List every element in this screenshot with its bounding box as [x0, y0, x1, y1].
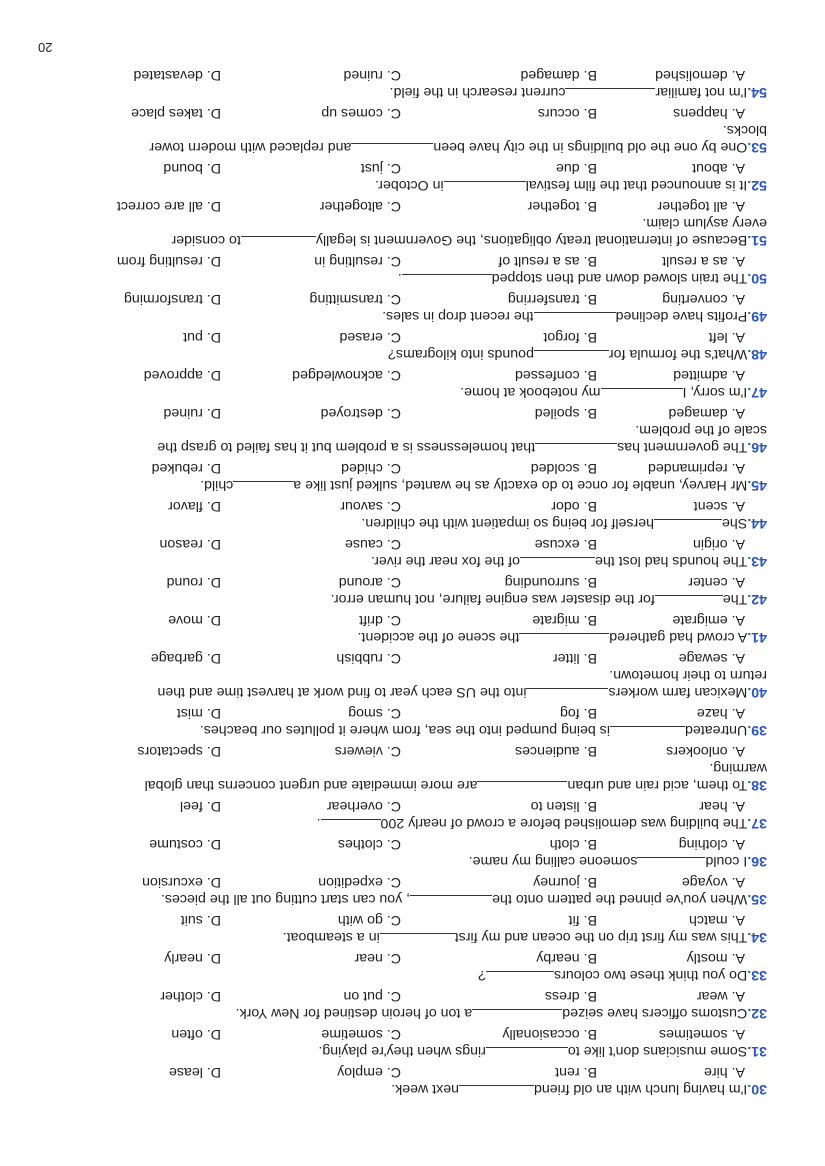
option-a: A. sometimes — [659, 1026, 745, 1042]
question-number: 47. — [747, 384, 767, 400]
answer-options — [55, 611, 767, 628]
option-a: A. converting — [662, 291, 745, 307]
option-c: C. clothes — [337, 836, 401, 852]
question-stem — [55, 83, 767, 101]
option-a: A. left — [708, 329, 745, 345]
option-b: B. rent — [555, 1064, 597, 1080]
question-text-continuation: return to their hometown. — [609, 667, 767, 683]
option-d: D. flavor — [168, 498, 221, 514]
question-stem — [55, 759, 767, 794]
option-c: C. just — [360, 160, 401, 176]
option-d: D. suit — [180, 912, 221, 928]
question-number: 38. — [747, 777, 767, 793]
option-b: B. listen to — [530, 798, 597, 814]
question-text-after-blank: are more immediate and urgent concerns than global — [144, 777, 478, 793]
question-stem — [55, 628, 767, 646]
question-number: 43. — [747, 553, 767, 569]
question-stem — [55, 814, 767, 832]
question-number: 50. — [747, 270, 767, 286]
answer-options — [55, 835, 767, 852]
question-stem — [55, 966, 767, 984]
answer-options — [55, 197, 767, 214]
option-a: A. haze — [696, 705, 745, 721]
option-a: A. about — [692, 160, 745, 176]
option-d: D. excursion — [142, 874, 221, 890]
option-b: B. spoiled — [534, 405, 597, 421]
option-d: D. move — [168, 612, 221, 628]
option-a: A. damaged — [668, 405, 745, 421]
answer-options — [55, 911, 767, 928]
answer-options — [55, 573, 767, 590]
option-a: A. clothing — [678, 836, 745, 852]
option-d: D. all are correct — [116, 198, 221, 214]
option-d: D. devastated — [133, 67, 221, 83]
question-text-after-blank: current research in the field. — [389, 84, 566, 100]
question-stem — [55, 666, 767, 701]
option-c: C. go with — [337, 912, 401, 928]
question-text-before-blank: Do you think these two colours — [554, 967, 748, 983]
option-d: D. often — [171, 1026, 221, 1042]
answer-options — [55, 535, 767, 552]
question-text-before-blank: Customs officers have seized — [562, 1005, 748, 1021]
question-text-after-blank: the recent drop in sales. — [382, 308, 534, 324]
question-number: 53. — [747, 139, 767, 155]
answer-blank — [535, 443, 617, 456]
option-c: C. drift — [359, 612, 401, 628]
answer-options — [55, 459, 767, 476]
option-a: A. wear — [696, 988, 745, 1004]
question-text-before-blank: Untreated — [684, 722, 748, 738]
option-a: A. onlookers — [666, 743, 745, 759]
answer-options — [55, 949, 767, 966]
option-c: C. near — [354, 950, 401, 966]
answer-blank — [241, 236, 316, 249]
question-number: 34. — [747, 929, 767, 945]
option-a: A. mostly — [686, 950, 745, 966]
question-number: 30. — [747, 1081, 767, 1097]
answer-blank — [380, 933, 455, 946]
question-stem — [55, 721, 767, 739]
question-stem — [55, 476, 767, 494]
question-number: 46. — [747, 439, 767, 455]
option-c: C. rubbish — [336, 650, 401, 666]
option-c: C. chided — [341, 460, 401, 476]
question-text-continuation: every asylum claim. — [642, 215, 767, 231]
answer-options — [55, 159, 767, 176]
option-b: B. forgot — [543, 329, 597, 345]
answer-blank — [565, 88, 655, 101]
option-b: B. litter — [552, 650, 597, 666]
question-number: 54. — [747, 84, 767, 100]
question-stem — [55, 176, 767, 194]
answer-options — [55, 290, 767, 307]
question-text-before-blank: Because of international treaty obligations, the Government is legally — [315, 232, 748, 248]
answer-blank — [402, 274, 492, 287]
question-text-after-blank: of the fox near the river. — [370, 553, 521, 569]
question-stem — [55, 421, 767, 456]
option-d: D. costume — [149, 836, 221, 852]
question-text-before-blank: The government has — [617, 439, 748, 455]
answer-blank — [527, 688, 609, 701]
option-a: A. as a result — [662, 253, 745, 269]
option-c: C. ruined — [343, 67, 401, 83]
question-number: 35. — [747, 891, 767, 907]
option-b: B. journey — [533, 874, 597, 890]
answer-options — [55, 1063, 767, 1080]
question-number: 37. — [747, 815, 767, 831]
question-stem — [55, 214, 767, 249]
question-text-after-blank: and replaced with modern tower — [149, 139, 352, 155]
answer-options — [55, 497, 767, 514]
question-number: 31. — [747, 1043, 767, 1059]
option-a: A. happens — [673, 105, 745, 121]
option-b: B. surrounding — [504, 574, 597, 590]
option-b: B. occurs — [537, 105, 597, 121]
option-d: D. reason — [159, 536, 221, 552]
option-c: C. expedition — [318, 874, 401, 890]
option-c: C. destroyed — [320, 405, 401, 421]
option-a: A. match — [689, 912, 745, 928]
question-stem — [55, 307, 767, 325]
option-b: B. audiences — [514, 743, 597, 759]
question-text-before-blank: This was my first trip on the ocean and my first — [454, 929, 748, 945]
question-text-before-blank: What's the formula for — [608, 346, 748, 362]
question-number: 48. — [747, 346, 767, 362]
option-c: C. resulting in — [314, 253, 401, 269]
answer-options — [55, 649, 767, 666]
question-text-before-blank: The hounds had lost the — [595, 553, 748, 569]
answer-options — [55, 873, 767, 890]
option-d: D. transforming — [124, 291, 221, 307]
question-text-after-blank: pounds into kilograms? — [388, 346, 534, 362]
answer-blank — [351, 143, 433, 156]
question-number: 36. — [747, 853, 767, 869]
answer-blank — [477, 781, 567, 794]
option-c: C. cause — [345, 536, 401, 552]
question-text-before-blank: To them, acid rain and urban — [567, 777, 748, 793]
answer-blank — [610, 726, 685, 739]
answer-blank — [486, 971, 554, 984]
question-number: 45. — [747, 477, 767, 493]
option-b: B. excuse — [534, 536, 597, 552]
answer-options — [55, 742, 767, 759]
option-b: B. nearby — [536, 950, 597, 966]
option-c: C. around — [338, 574, 401, 590]
question-text-after-blank: that homelessness is a problem but it has failed to grasp the — [157, 439, 536, 455]
option-c: C. employ — [337, 1064, 401, 1080]
question-stem — [55, 514, 767, 532]
question-text-before-blank: Mr Harvey, unable for once to do exactly as he wanted, sulked just like a — [293, 477, 748, 493]
question-stem — [55, 345, 767, 363]
question-text-before-blank: The building was demolished before a crowd of nearly 200 — [380, 815, 748, 831]
question-text-after-blank: in October. — [375, 177, 444, 193]
question-stem — [55, 1042, 767, 1060]
answer-blank — [637, 857, 705, 870]
question-number: 32. — [747, 1005, 767, 1021]
option-b: B. scolded — [530, 460, 597, 476]
option-a: A. demolished — [655, 67, 745, 83]
question-text-after-blank: ? — [478, 967, 487, 983]
option-b: B. dress — [544, 988, 597, 1004]
option-c: C. smog — [348, 705, 401, 721]
question-text-after-blank: someone calling my name. — [468, 853, 638, 869]
question-list — [55, 63, 767, 1098]
option-d: D. lease — [168, 1064, 221, 1080]
option-d: D. spectators — [137, 743, 221, 759]
question-stem — [55, 1080, 767, 1098]
question-number: 49. — [747, 308, 767, 324]
question-stem — [55, 383, 767, 401]
option-a: A. hire — [703, 1064, 745, 1080]
answer-blank — [534, 312, 616, 325]
option-d: D. approved — [143, 367, 221, 383]
answer-blank — [459, 1085, 534, 1098]
question-number: 51. — [747, 232, 767, 248]
answer-options — [55, 404, 767, 421]
question-text-after-blank: is being pumped into the sea, from where it pollutes our beaches. — [199, 722, 610, 738]
question-stem — [55, 1004, 767, 1022]
option-a: A. origin — [692, 536, 745, 552]
question-text-before-blank: I could — [705, 853, 748, 869]
option-b: B. odor — [551, 498, 597, 514]
question-number: 41. — [747, 629, 767, 645]
question-text-after-blank: to consider — [171, 232, 241, 248]
question-number: 39. — [747, 722, 767, 738]
page-number: 20 — [38, 40, 53, 55]
answer-blank — [472, 1009, 562, 1022]
answer-blank — [654, 519, 722, 532]
option-d: D. takes place — [131, 105, 221, 121]
question-number: 52. — [747, 177, 767, 193]
question-text-after-blank: rings when they're playing. — [318, 1043, 486, 1059]
option-a: A. voyage — [681, 874, 745, 890]
option-c: C. comes up — [321, 105, 401, 121]
answer-options — [55, 704, 767, 721]
option-a: A. admitted — [673, 367, 745, 383]
question-text-after-blank: in a steamboat. — [282, 929, 380, 945]
option-c: C. altogether — [319, 198, 401, 214]
question-text-after-blank: my notebook at home. — [460, 384, 601, 400]
question-text-before-blank: A crowd had gathered — [609, 629, 748, 645]
answer-blank — [321, 819, 381, 832]
question-stem — [55, 552, 767, 570]
option-a: A. hear — [699, 798, 745, 814]
answer-options — [55, 104, 767, 121]
option-c: C. viewers — [334, 743, 401, 759]
option-b: B. damaged — [520, 67, 597, 83]
option-c: C. transmitting — [309, 291, 401, 307]
question-text-after-blank: herself for being so impatient with the children. — [361, 515, 655, 531]
question-text-after-blank: . — [316, 815, 321, 831]
option-c: C. put on — [343, 988, 401, 1004]
option-c: C. acknowledged — [292, 367, 401, 383]
question-text-continuation: blocks. — [722, 122, 767, 138]
question-text-after-blank: the scene of the accident. — [357, 629, 520, 645]
option-a: A. all together — [657, 198, 745, 214]
option-b: B. migrate — [532, 612, 597, 628]
question-text-before-blank: The train slowed down and then stopped — [491, 270, 748, 286]
question-text-before-blank: One by one the old buildings in the city have been — [433, 139, 748, 155]
question-number: 42. — [747, 591, 767, 607]
answer-blank — [519, 633, 609, 646]
question-number: 33. — [747, 967, 767, 983]
answer-options — [55, 797, 767, 814]
answer-blank — [655, 595, 723, 608]
question-stem — [55, 269, 767, 287]
question-text-before-blank: It is announced that the film festival — [525, 177, 748, 193]
option-d: D. round — [166, 574, 221, 590]
option-a: A. reprimanded — [648, 460, 745, 476]
option-d: D. put — [183, 329, 221, 345]
question-text-after-blank: , you can start cutting out all the pieces. — [160, 891, 411, 907]
option-a: A. emigrate — [672, 612, 745, 628]
option-b: B. confessed — [514, 367, 597, 383]
question-stem — [55, 852, 767, 870]
question-text-before-blank: When you've pinned the pattern onto the — [492, 891, 748, 907]
option-d: D. resulting from — [116, 253, 221, 269]
question-text-after-blank: . — [397, 270, 402, 286]
option-d: D. ruined — [163, 405, 221, 421]
question-text-before-blank: I'm not familiar — [655, 84, 748, 100]
option-b: B. as a result of — [498, 253, 597, 269]
question-text-before-blank: Some musicians don't like to — [567, 1043, 748, 1059]
option-b: B. together — [527, 198, 597, 214]
option-d: D. rebuked — [151, 460, 221, 476]
answer-options — [55, 1025, 767, 1042]
option-b: B. cloth — [549, 836, 597, 852]
question-text-before-blank: She — [722, 515, 748, 531]
option-b: B. occasionally — [502, 1026, 597, 1042]
question-stem — [55, 590, 767, 608]
question-stem — [55, 890, 767, 908]
question-text-after-blank: next week. — [391, 1081, 459, 1097]
question-text-after-blank: a ton of heroin destined for New York. — [235, 1005, 473, 1021]
option-d: D. mist — [176, 705, 221, 721]
question-stem — [55, 928, 767, 946]
question-text-before-blank: Mexican farm workers — [608, 684, 748, 700]
answer-blank — [520, 557, 595, 570]
option-c: C. erased — [339, 329, 401, 345]
option-d: D. clother — [160, 988, 221, 1004]
option-b: B. transferring — [507, 291, 597, 307]
answer-blank — [601, 388, 683, 401]
option-b: B. due — [555, 160, 597, 176]
answer-blank — [444, 181, 526, 194]
answer-blank — [534, 350, 609, 363]
question-text-before-blank: I'm sorry, I — [682, 384, 748, 400]
question-text-after-blank: for the disaster was engine failure, not human error. — [330, 591, 655, 607]
option-b: B. fit — [568, 912, 597, 928]
option-a: A. center — [688, 574, 745, 590]
option-c: C. overhear — [326, 798, 401, 814]
answer-blank — [486, 1047, 568, 1060]
option-b: B. fog — [559, 705, 597, 721]
answer-options — [55, 66, 767, 83]
answer-options — [55, 328, 767, 345]
option-d: D. nearly — [164, 950, 221, 966]
answer-blank — [233, 481, 293, 494]
option-c: C. sometime — [321, 1026, 401, 1042]
option-c: C. savour — [340, 498, 401, 514]
option-d: D. bound — [163, 160, 221, 176]
answer-options — [55, 987, 767, 1004]
question-stem — [55, 121, 767, 156]
question-text-before-blank: Profits have declined — [615, 308, 748, 324]
answer-options — [55, 252, 767, 269]
question-text-after-blank: into the US each year to find work at harvest time and then — [157, 684, 527, 700]
option-d: D. garbage — [150, 650, 221, 666]
question-text-continuation: warming. — [709, 760, 767, 776]
option-a: A. scent — [693, 498, 745, 514]
option-d: D. feel — [179, 798, 221, 814]
option-a: A. sewage — [678, 650, 745, 666]
question-text-after-blank: child. — [200, 477, 234, 493]
question-number: 40. — [747, 684, 767, 700]
question-number: 44. — [747, 515, 767, 531]
question-text-before-blank: The — [722, 591, 748, 607]
answer-options — [55, 366, 767, 383]
question-text-continuation: scale of the problem. — [635, 422, 767, 438]
answer-blank — [410, 895, 492, 908]
question-text-before-blank: I'm having lunch with an old friend — [533, 1081, 748, 1097]
